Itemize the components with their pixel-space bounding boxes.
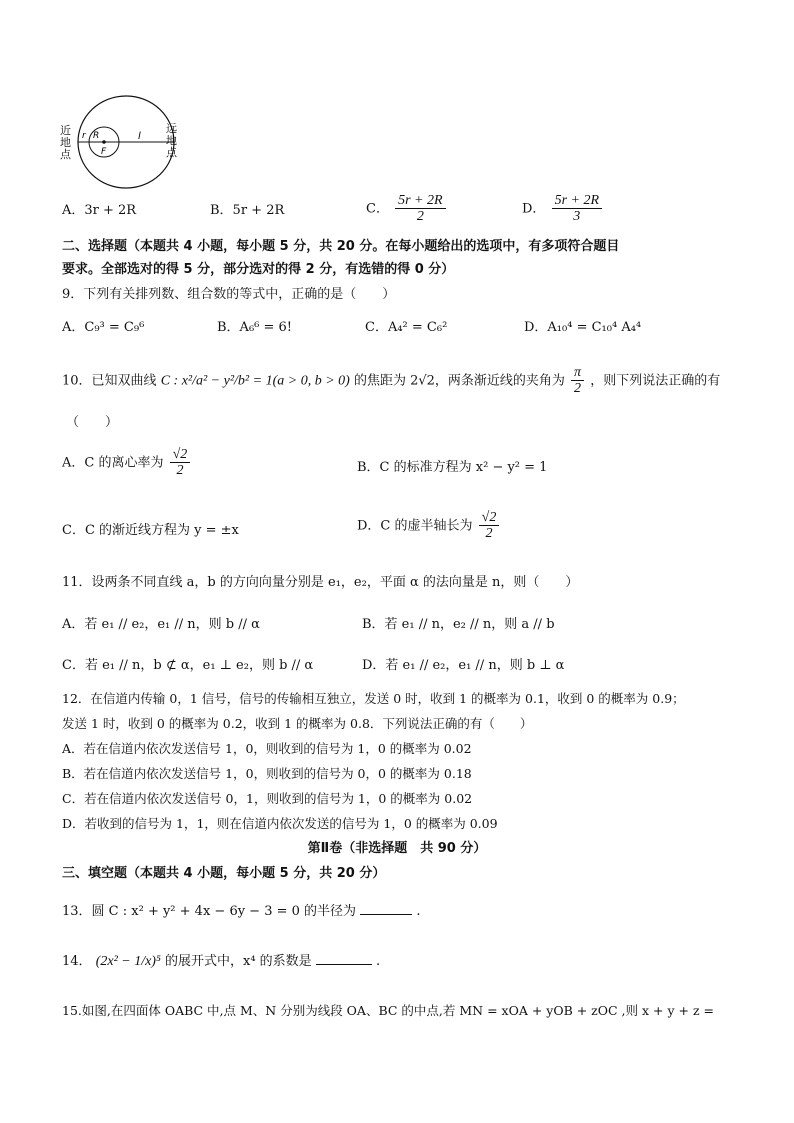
q12-option-c[interactable]: C．若在信道内依次发送信号 0，1，则收到的信号为 1，0 的概率为 0.02	[62, 791, 473, 806]
q11-option-a[interactable]: A．若 e₁ // e₂，e₁ // n，则 b // α	[62, 617, 260, 632]
q8-option-d[interactable]: D． $\frac{5r + 2R}{3}$	[522, 193, 604, 225]
q10-angle-fraction: $\frac{\pi}{2}$	[571, 365, 584, 397]
q10-option-a[interactable]: A．C 的离心率为 $\frac{√2}{2}$	[62, 447, 192, 479]
q15-stem: 15.如图,在四面体 OABC 中,点 M、N 分别为线段 OA、BC 的中点,若 MN = xOA + yOB + zOC ,则 x + y + z =	[62, 1003, 714, 1018]
q10-option-d[interactable]: D．C 的虚半轴长为 $\frac{√2}{2}$	[357, 510, 501, 542]
q9-option-b[interactable]: B．A₆⁶ = 6!	[217, 320, 293, 335]
q12-option-b[interactable]: B．若在信道内依次发送信号 1，0，则收到的信号为 0，0 的概率为 0.18	[62, 766, 472, 781]
far-point-label: 远 地 点	[166, 122, 177, 159]
q12-option-a[interactable]: A．若在信道内依次发送信号 1，0，则收到的信号为 1，0 的概率为 0.02	[62, 741, 472, 756]
q13: 13．圆 C : x² + y² + 4x − 6y − 3 = 0 的半径为 .	[62, 900, 420, 921]
q11-option-c[interactable]: C．若 e₁ // n，b ⊄ α，e₁ ⊥ e₂，则 b // α	[62, 658, 314, 673]
figure-label-F: F	[101, 147, 107, 157]
q8-option-a[interactable]: A．3r + 2R	[62, 203, 137, 218]
near-point-label: 近 地 点	[60, 124, 71, 161]
q14: 14． (2x² − 1/x)⁵ 的展开式中，x⁴ 的系数是 .	[62, 950, 380, 972]
q11-stem: 11．设两条不同直线 a，b 的方向向量分别是 e₁，e₂，平面 α 的法向量是 n，则（ ）	[62, 575, 579, 590]
q9-option-c[interactable]: C．A₄² = C₆²	[365, 320, 448, 335]
q8-option-c[interactable]: C． $\frac{5r + 2R}{2}$	[366, 193, 448, 225]
q14-binomial-expression: (2x² − 1/x)⁵	[95, 954, 161, 969]
q10-option-b[interactable]: B．C 的标准方程为 x² − y² = 1	[357, 460, 548, 475]
q8-option-b[interactable]: B．5r + 2R	[210, 203, 285, 218]
section2-heading-line2: 要求。全部选对的得 5 分，部分选对的得 2 分，有选错的得 0 分）	[62, 262, 455, 277]
section3-heading: 三、填空题（本题共 4 小题，每小题 5 分，共 20 分）	[62, 866, 386, 881]
q10-hyperbola-equation: C : x²/a² − y²/b² = 1(a > 0, b > 0)	[160, 373, 350, 389]
section2-heading-line1: 二、选择题（本题共 4 小题，每小题 5 分，共 20 分。在每小题给出的选项中，有多项符合题目	[62, 239, 620, 254]
q13-answer-blank[interactable]	[360, 900, 412, 915]
figure-label-r: r	[82, 131, 86, 141]
q12-stem-line1: 12．在信道内传输 0，1 信号，信号的传输相互独立，发送 0 时，收到 1 的概率为 0.1，收到 0 的概率为 0.9；	[62, 691, 685, 706]
q9-option-a[interactable]: A．C₉³ = C₉⁶	[62, 320, 145, 335]
q11-option-b[interactable]: B．若 e₁ // n，e₂ // n，则 a // b	[362, 617, 555, 632]
q10-option-c[interactable]: C．C 的渐近线方程为 y = ±x	[62, 523, 239, 538]
q10-stem: 10．已知双曲线 C : x²/a² − y²/b² = 1(a > 0, b > 0) 的焦距为 2√2，两条渐近线的夹角为 $\frac{\pi}{2}$ ，则下列说法正确的有	[62, 365, 721, 397]
q9-option-d[interactable]: D．A₁₀⁴ = C₁₀⁴ A₄⁴	[524, 320, 642, 335]
q14-answer-blank[interactable]	[316, 950, 372, 965]
q8-c-fraction: $\frac{5r + 2R}{2}$	[395, 193, 445, 225]
part2-title: 第Ⅱ卷（非选择题 共 90 分）	[307, 841, 487, 856]
figure-label-l: l	[138, 131, 141, 142]
q12-stem-line2: 发送 1 时，收到 0 的概率为 0.2，收到 1 的概率为 0.8．下列说法正确的有（ ）	[62, 716, 533, 731]
q8-d-fraction: $\frac{5r + 2R}{3}$	[552, 193, 602, 225]
q11-option-d[interactable]: D．若 e₁ // e₂，e₁ // n，则 b ⊥ α	[362, 658, 565, 673]
q9-stem: 9．下列有关排列数、组合数的等式中，正确的是（ ）	[62, 287, 396, 302]
q10-paren: （ ）	[66, 415, 119, 430]
figure-label-R: R	[93, 131, 100, 141]
q12-option-d[interactable]: D．若收到的信号为 1，1，则在信道内依次发送的信号为 1，0 的概率为 0.09	[62, 816, 498, 831]
